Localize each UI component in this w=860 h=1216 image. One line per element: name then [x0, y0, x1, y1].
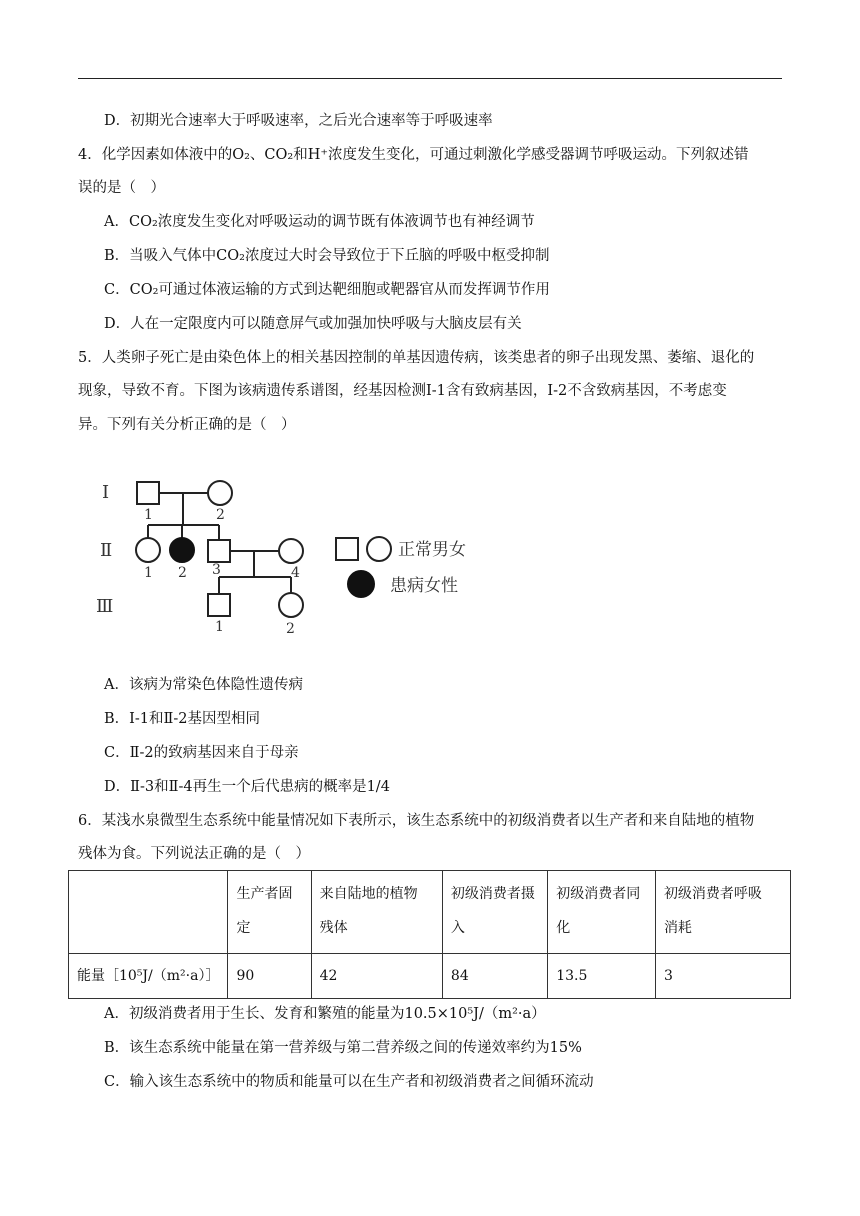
pedigree-II2-label: 2	[178, 565, 187, 581]
q5-option-d: D．Ⅱ-3和Ⅱ-4再生一个后代患病的概率是1/4	[104, 779, 390, 795]
pedigree-II2-affected-female	[170, 538, 194, 562]
q6-stem-line1: 6．某浅水泉微型生态系统中能量情况如下表所示，该生态系统中的初级消费者以生产者和来自陆地的植物	[78, 813, 755, 829]
row-label-energy: 能量［10⁵J/（m²·a）］	[69, 954, 228, 999]
header-producer-fixed: 生产者固 定	[236, 886, 293, 936]
pedigree-II1-female	[136, 538, 160, 562]
q6-option-b: B．该生态系统中能量在第一营养级与第二营养级之间的传递效率约为15%	[104, 1040, 582, 1056]
table-row	[69, 954, 791, 999]
gen-label-1: Ⅰ	[102, 482, 110, 503]
table-cell: 42	[311, 954, 442, 999]
header-land-plant-residue: 来自陆地的植物 残体	[319, 886, 418, 936]
gen-label-2: Ⅱ	[100, 540, 113, 561]
pedigree-I1-label: 1	[144, 507, 153, 523]
q6-option-c: C．输入该生态系统中的物质和能量可以在生产者和初级消费者之间循环流动	[104, 1074, 594, 1090]
legend-affected-symbol	[348, 571, 374, 597]
table-header-row	[69, 871, 791, 954]
table-cell: 3	[655, 954, 790, 999]
q4-stem-line2: 误的是（ ）	[78, 180, 165, 196]
q4-stem-line1: 4．化学因素如体液中的O₂、CO₂和H⁺浓度发生变化，可通过刺激化学感受器调节呼吸运动。下列叙述错	[78, 147, 749, 163]
table-header-cell	[442, 871, 547, 954]
pedigree-II4-female	[279, 539, 303, 563]
q4-option-d: D．人在一定限度内可以随意屏气或加强加快呼吸与大脑皮层有关	[104, 316, 522, 332]
q5-option-c: C．Ⅱ-2的致病基因来自于母亲	[104, 745, 299, 761]
pedigree-I2-label: 2	[216, 507, 225, 523]
q5-stem-line1: 5．人类卵子死亡是由染色体上的相关基因控制的单基因遗传病，该类患者的卵子出现发黑、萎缩、退化的	[78, 350, 755, 366]
energy-table	[68, 870, 791, 999]
q4-option-a: A．CO₂浓度发生变化对呼吸运动的调节既有体液调节也有神经调节	[104, 214, 535, 230]
legend-affected-label: 患病女性	[390, 576, 458, 596]
q5-stem-line3: 异。下列有关分析正确的是（ ）	[78, 417, 296, 433]
table-cell: 84	[442, 954, 547, 999]
pedigree-II3-male	[208, 540, 230, 562]
legend-normal-label: 正常男女	[398, 540, 466, 560]
gen-label-3: Ⅲ	[96, 596, 114, 617]
q6-stem-line2: 残体为食。下列说法正确的是（ ）	[78, 846, 310, 862]
table-header-cell	[311, 871, 442, 954]
legend-male-symbol	[336, 538, 358, 560]
q5-option-a: A．该病为常染色体隐性遗传病	[104, 677, 303, 693]
header-primary-intake: 初级消费者摄 入	[450, 886, 535, 936]
q6-option-a: A．初级消费者用于生长、发育和繁殖的能量为10.5×10⁵J/（m²·a）	[104, 1006, 546, 1022]
header-rule	[78, 78, 782, 79]
q4-option-b: B．当吸入气体中CO₂浓度过大时会导致位于下丘脑的呼吸中枢受抑制	[104, 248, 550, 264]
pedigree-III1-label: 1	[215, 619, 224, 635]
table-header-cell	[548, 871, 656, 954]
pedigree-III2-female	[279, 593, 303, 617]
header-primary-assimilation: 初级消费者同 化	[556, 886, 641, 936]
pedigree-III1-male	[208, 594, 230, 616]
table-header-empty	[69, 871, 228, 954]
table-header-cell	[228, 871, 311, 954]
q4-option-c: C．CO₂可通过体液运输的方式到达靶细胞或靶器官从而发挥调节作用	[104, 282, 550, 298]
pedigree-II4-label: 4	[291, 565, 300, 581]
pedigree-II3-label: 3	[212, 562, 221, 578]
pedigree-III2-label: 2	[286, 621, 295, 637]
table-header-cell	[655, 871, 790, 954]
pedigree-I1-male	[137, 482, 159, 504]
header-primary-respiration: 初级消费者呼吸 消耗	[663, 886, 762, 936]
q5-option-b: B．Ⅰ-1和Ⅱ-2基因型相同	[104, 711, 260, 727]
table-cell: 90	[228, 954, 311, 999]
table-cell: 13.5	[548, 954, 656, 999]
pedigree-II1-label: 1	[144, 565, 153, 581]
legend-female-symbol	[367, 537, 391, 561]
q5-stem-line2: 现象，导致不育。下图为该病遗传系谱图，经基因检测Ⅰ-1含有致病基因，Ⅰ-2不含致病基因，不考虑变	[78, 383, 727, 399]
q3-option-d: D．初期光合速率大于呼吸速率，之后光合速率等于呼吸速率	[104, 113, 493, 129]
pedigree-chart	[88, 470, 488, 640]
pedigree-I2-female	[208, 481, 232, 505]
